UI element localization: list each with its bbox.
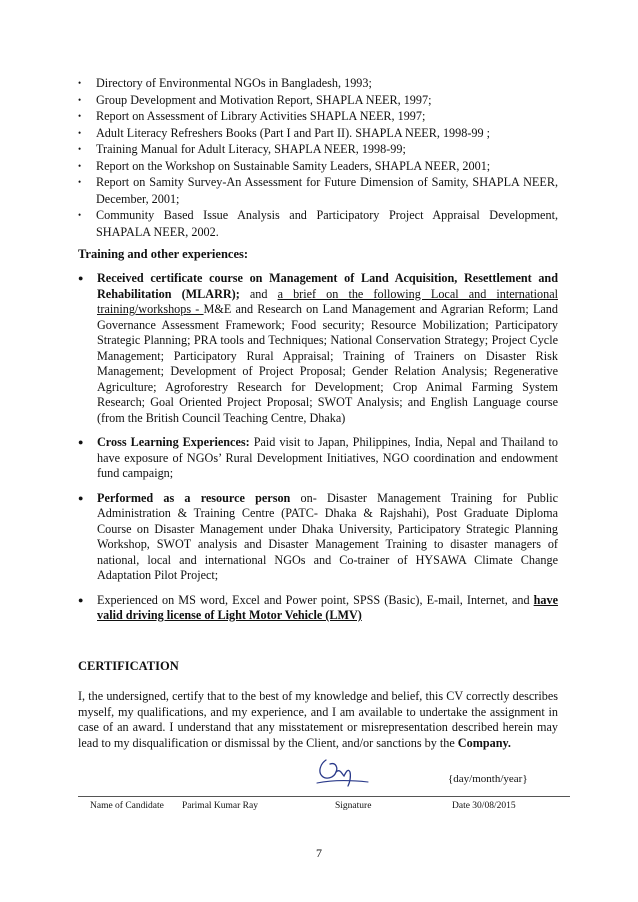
training-item-text: and — [239, 286, 278, 301]
publications-list — [78, 75, 558, 240]
list-item: • Directory of Environmental NGOs in Bangladesh, 1993; — [78, 75, 558, 92]
certification-body: I, the undersigned, certify that to the best of my knowledge and belief, this CV correctly describes myself, my qualifications, and my experience, and I am available to undertake the assignment in case of an award. I understand that any misstatement or misrepresentation described herein may lead to my disqualification or dismissal by the Client, and/or sanctions by the — [78, 689, 558, 750]
list-item: • Group Development and Motivation Report, SHAPLA NEER, 1997; — [78, 92, 558, 109]
signature-image — [314, 756, 370, 790]
driving-license-text: have valid driving license of Light Motor Vehicle (LMV) — [97, 592, 558, 622]
training-item-underlined: a brief on the following Local and international training/workshops - — [97, 286, 558, 316]
training-item-text: Experienced on MS word, Excel and Power point, SPSS (Basic), E-mail, Internet, and — [97, 592, 534, 607]
page-number: 7 — [316, 846, 322, 860]
training-heading: Training and other experiences: — [78, 247, 249, 261]
company-word: Company. — [457, 735, 511, 750]
list-item: • Adult Literacy Refreshers Books (Part I and Part II). SHAPLA NEER, 1998-99 ; — [78, 125, 558, 142]
name-label: Name of Candidate — [90, 801, 164, 811]
certification-text — [78, 689, 558, 751]
training-item-text: on- Disaster Management Training for Public Administration & Training Centre (PATC- Dhaka & Rajshahi), Post Graduate Diploma Course on Disaster Management under Dhaka University, Participatory Strategic Planning Workshop, SWOT analysis and Disaster Management Training to disaster managers of national, local and international NGOs and Co-trainer of HYSAWA Climate Change Adaptation Pilot Project; — [97, 490, 558, 582]
list-item — [78, 593, 558, 624]
list-item — [78, 435, 558, 482]
training-item-title: Performed as a resource person — [97, 490, 291, 505]
training-item-text: Paid visit to Japan, Philippines, India, Nepal and Thailand to have exposure of NGOs’ Rural Development Initiatives, NGO coordination and endowment fund campaign; — [97, 435, 558, 480]
training-item-text: M&E and Research on Land Management and Agrarian Reform; Land Governance Assessment Framework; Food security; Resource Mobilization; Participatory Strategic Planning; PRA tools and Techniques; National Conservation Strategy; Project Cycle Management; Participatory Rural Appraisal; Training of Trainers on Disaster Risk Management; Development of Project Proposal; Gender Relation Analysis; Regenerative Agriculture; Agroforestry Research for Development; Crop Animal Farming System Research; Goal Oriented Project Proposal; SWOT Analysis; and English Language course (from the British Council Teaching Centre, Dhaka) — [97, 302, 558, 425]
certification-heading: CERTIFICATION — [78, 659, 179, 673]
list-item — [78, 491, 558, 584]
signature-date: Date 30/08/2015 — [452, 801, 516, 811]
signature-line — [78, 796, 570, 797]
list-item: • Training Manual for Adult Literacy, SHAPLA NEER, 1998-99; — [78, 141, 558, 158]
list-item: • Report on the Workshop on Sustainable Samity Leaders, SHAPLA NEER, 2001; — [78, 158, 558, 175]
list-item: • Community Based Issue Analysis and Participatory Project Appraisal Development, SHAPALA NEER, 2002. — [78, 207, 558, 240]
date-format: {day/month/year} — [448, 773, 528, 785]
signature-label: Signature — [335, 801, 372, 811]
candidate-name: Parimal Kumar Ray — [182, 801, 258, 811]
training-item-title: Received certificate course on Management of Land Acquisition, Resettlement and Rehabilitation (MLARR); — [97, 271, 558, 301]
training-item-title: Cross Learning Experiences: — [97, 435, 250, 449]
list-item — [78, 271, 558, 426]
training-list — [78, 271, 558, 633]
list-item: • Report on Samity Survey-An Assessment for Future Dimension of Samity, SHAPLA NEER, December, 2001; — [78, 174, 558, 207]
list-item: • Report on Assessment of Library Activities SHAPLA NEER, 1997; — [78, 108, 558, 125]
